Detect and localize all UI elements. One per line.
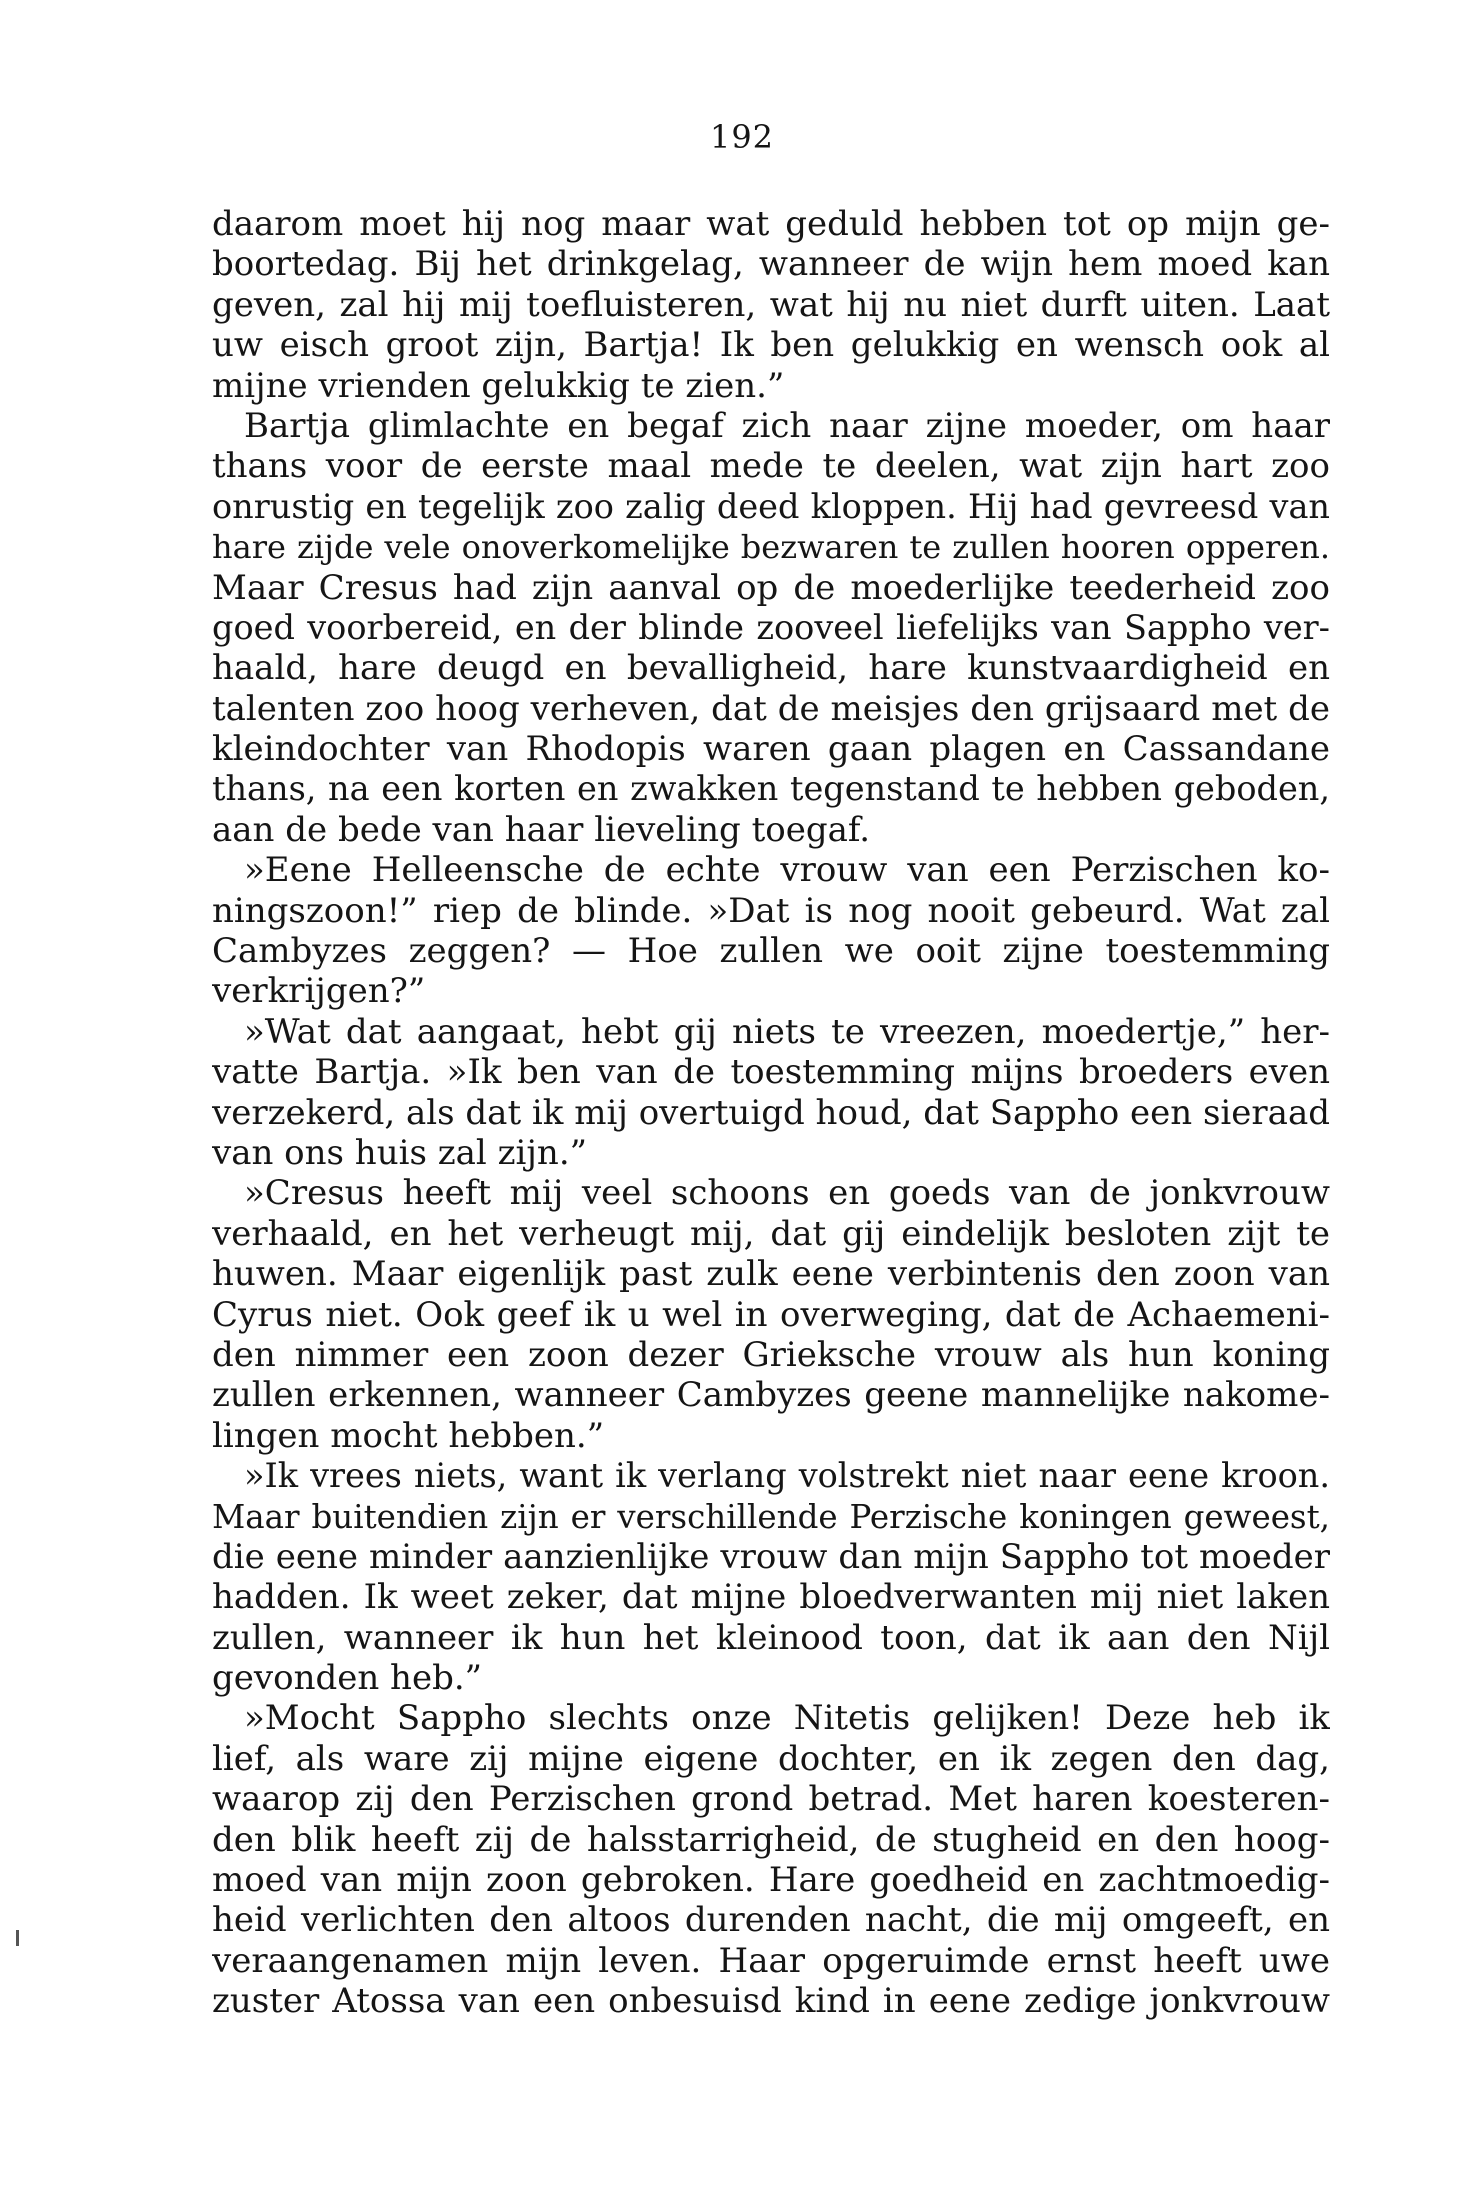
- text-line: aan de bede van haar lieveling toegaf.: [212, 809, 871, 850]
- text-line: zullen erkennen, wanneer Cambyzes geene mannelijke nakome-: [212, 1375, 1330, 1416]
- text-line: geven, zal hij mij toefluisteren, wat hij nu niet durft uiten. Laat: [212, 284, 1330, 325]
- text-line: talenten zoo hoog verheven, dat de meisjes den grijsaard met de: [212, 688, 1330, 729]
- text-line: »Cresus heeft mij veel schoons en goeds van de jonkvrouw: [244, 1173, 1330, 1214]
- text-line: van ons huis zal zijn.”: [212, 1132, 588, 1173]
- text-line: goed voorbereid, en der blinde zooveel liefelijks van Sappho ver-: [212, 607, 1330, 647]
- text-line: vatte Bartja. »Ik ben van de toestemming mijns broeders even: [212, 1052, 1330, 1093]
- text-line: »Mocht Sappho slechts onze Nitetis gelijken! Deze heb ik: [244, 1698, 1330, 1739]
- text-line: daarom moet hij nog maar wat geduld hebben tot op mijn ge-: [212, 204, 1330, 244]
- text-line: den nimmer een zoon dezer Grieksche vrouw als hun koning: [212, 1334, 1330, 1375]
- text-line: huwen. Maar eigenlijk past zulk eene verbintenis den zoon van: [212, 1254, 1330, 1295]
- text-line: waarop zij den Perzischen grond betrad. Met haren koesteren-: [212, 1779, 1330, 1820]
- text-line: hare zijde vele onoverkomelijke bezwaren te zullen hooren opperen.: [212, 528, 1330, 567]
- text-line: thans voor de eerste maal mede te deelen, wat zijn hart zoo: [212, 446, 1330, 487]
- text-line: uw eisch groot zijn, Bartja! Ik ben gelukkig en wensch ook al: [212, 325, 1330, 366]
- text-line: Maar buitendien zijn er verschillende Perzische koningen geweest,: [212, 1497, 1330, 1536]
- text-line: Maar Cresus had zijn aanval op de moederlijke teederheid zoo: [212, 567, 1330, 608]
- text-line: mijne vrienden gelukkig te zien.”: [212, 365, 785, 406]
- text-line: Cambyzes zeggen? — Hoe zullen we ooit zijne toestemming: [212, 931, 1330, 972]
- text-line: »Wat dat aangaat, hebt gij niets te vreezen, moedertje,” her-: [244, 1011, 1330, 1052]
- text-line: verzekerd, als dat ik mij overtuigd houd, dat Sappho een sieraad: [212, 1092, 1330, 1133]
- text-line: zullen, wanneer ik hun het kleinood toon, dat ik aan den Nijl: [212, 1617, 1330, 1658]
- text-line: veraangenamen mijn leven. Haar opgeruimde ernst heeft uwe: [212, 1940, 1330, 1981]
- text-line: gevonden heb.”: [212, 1658, 483, 1699]
- text-line: heid verlichten den altoos durenden nacht, die mij omgeeft, en: [212, 1900, 1330, 1941]
- text-line: verhaald, en het verheugt mij, dat gij eindelijk besloten zijt te: [212, 1213, 1330, 1254]
- text-line: Bartja glimlachte en begaf zich naar zijne moeder, om haar: [244, 405, 1330, 446]
- text-line: moed van mijn zoon gebroken. Hare goedheid en zachtmoedig-: [212, 1860, 1330, 1901]
- text-line: Cyrus niet. Ook geef ik u wel in overweging, dat de Achaemeni-: [212, 1294, 1330, 1335]
- text-line: ningszoon!” riep de blinde. »Dat is nog nooit gebeurd. Wat zal: [212, 890, 1330, 931]
- text-line: »Eene Helleensche de echte vrouw van een Perzischen ko-: [244, 850, 1330, 891]
- text-line: die eene minder aanzienlijke vrouw dan mijn Sappho tot moeder: [212, 1536, 1330, 1577]
- text-line: den blik heeft zij de halsstarrigheid, de stugheid en den hoog-: [212, 1819, 1330, 1860]
- text-line: lingen mocht hebben.”: [212, 1415, 605, 1456]
- text-line: lief, als ware zij mijne eigene dochter, en ik zegen den dag,: [212, 1738, 1330, 1779]
- text-line: hadden. Ik weet zeker, dat mijne bloedverwanten mij niet laken: [212, 1577, 1330, 1618]
- margin-mark: [16, 1930, 19, 1946]
- text-line: verkrijgen?”: [212, 971, 426, 1012]
- text-line: kleindochter van Rhodopis waren gaan plagen en Cassandane: [212, 729, 1330, 770]
- text-line: boortedag. Bij het drinkgelag, wanneer de wijn hem moed kan: [212, 244, 1330, 285]
- text-line: onrustig en tegelijk zoo zalig deed kloppen. Hij had gevreesd van: [212, 486, 1330, 526]
- body-text: [212, 204, 1330, 2022]
- text-line: »Ik vrees niets, want ik verlang volstrekt niet naar eene kroon.: [244, 1456, 1330, 1496]
- text-line: zuster Atossa van een onbesuisd kind in eene zedige jonkvrouw: [212, 1981, 1330, 2022]
- page-number: 192: [709, 118, 775, 156]
- text-line: haald, hare deugd en bevalligheid, hare kunstvaardigheid en: [212, 648, 1330, 689]
- text-line: thans, na een korten en zwakken tegenstand te hebben geboden,: [212, 769, 1330, 809]
